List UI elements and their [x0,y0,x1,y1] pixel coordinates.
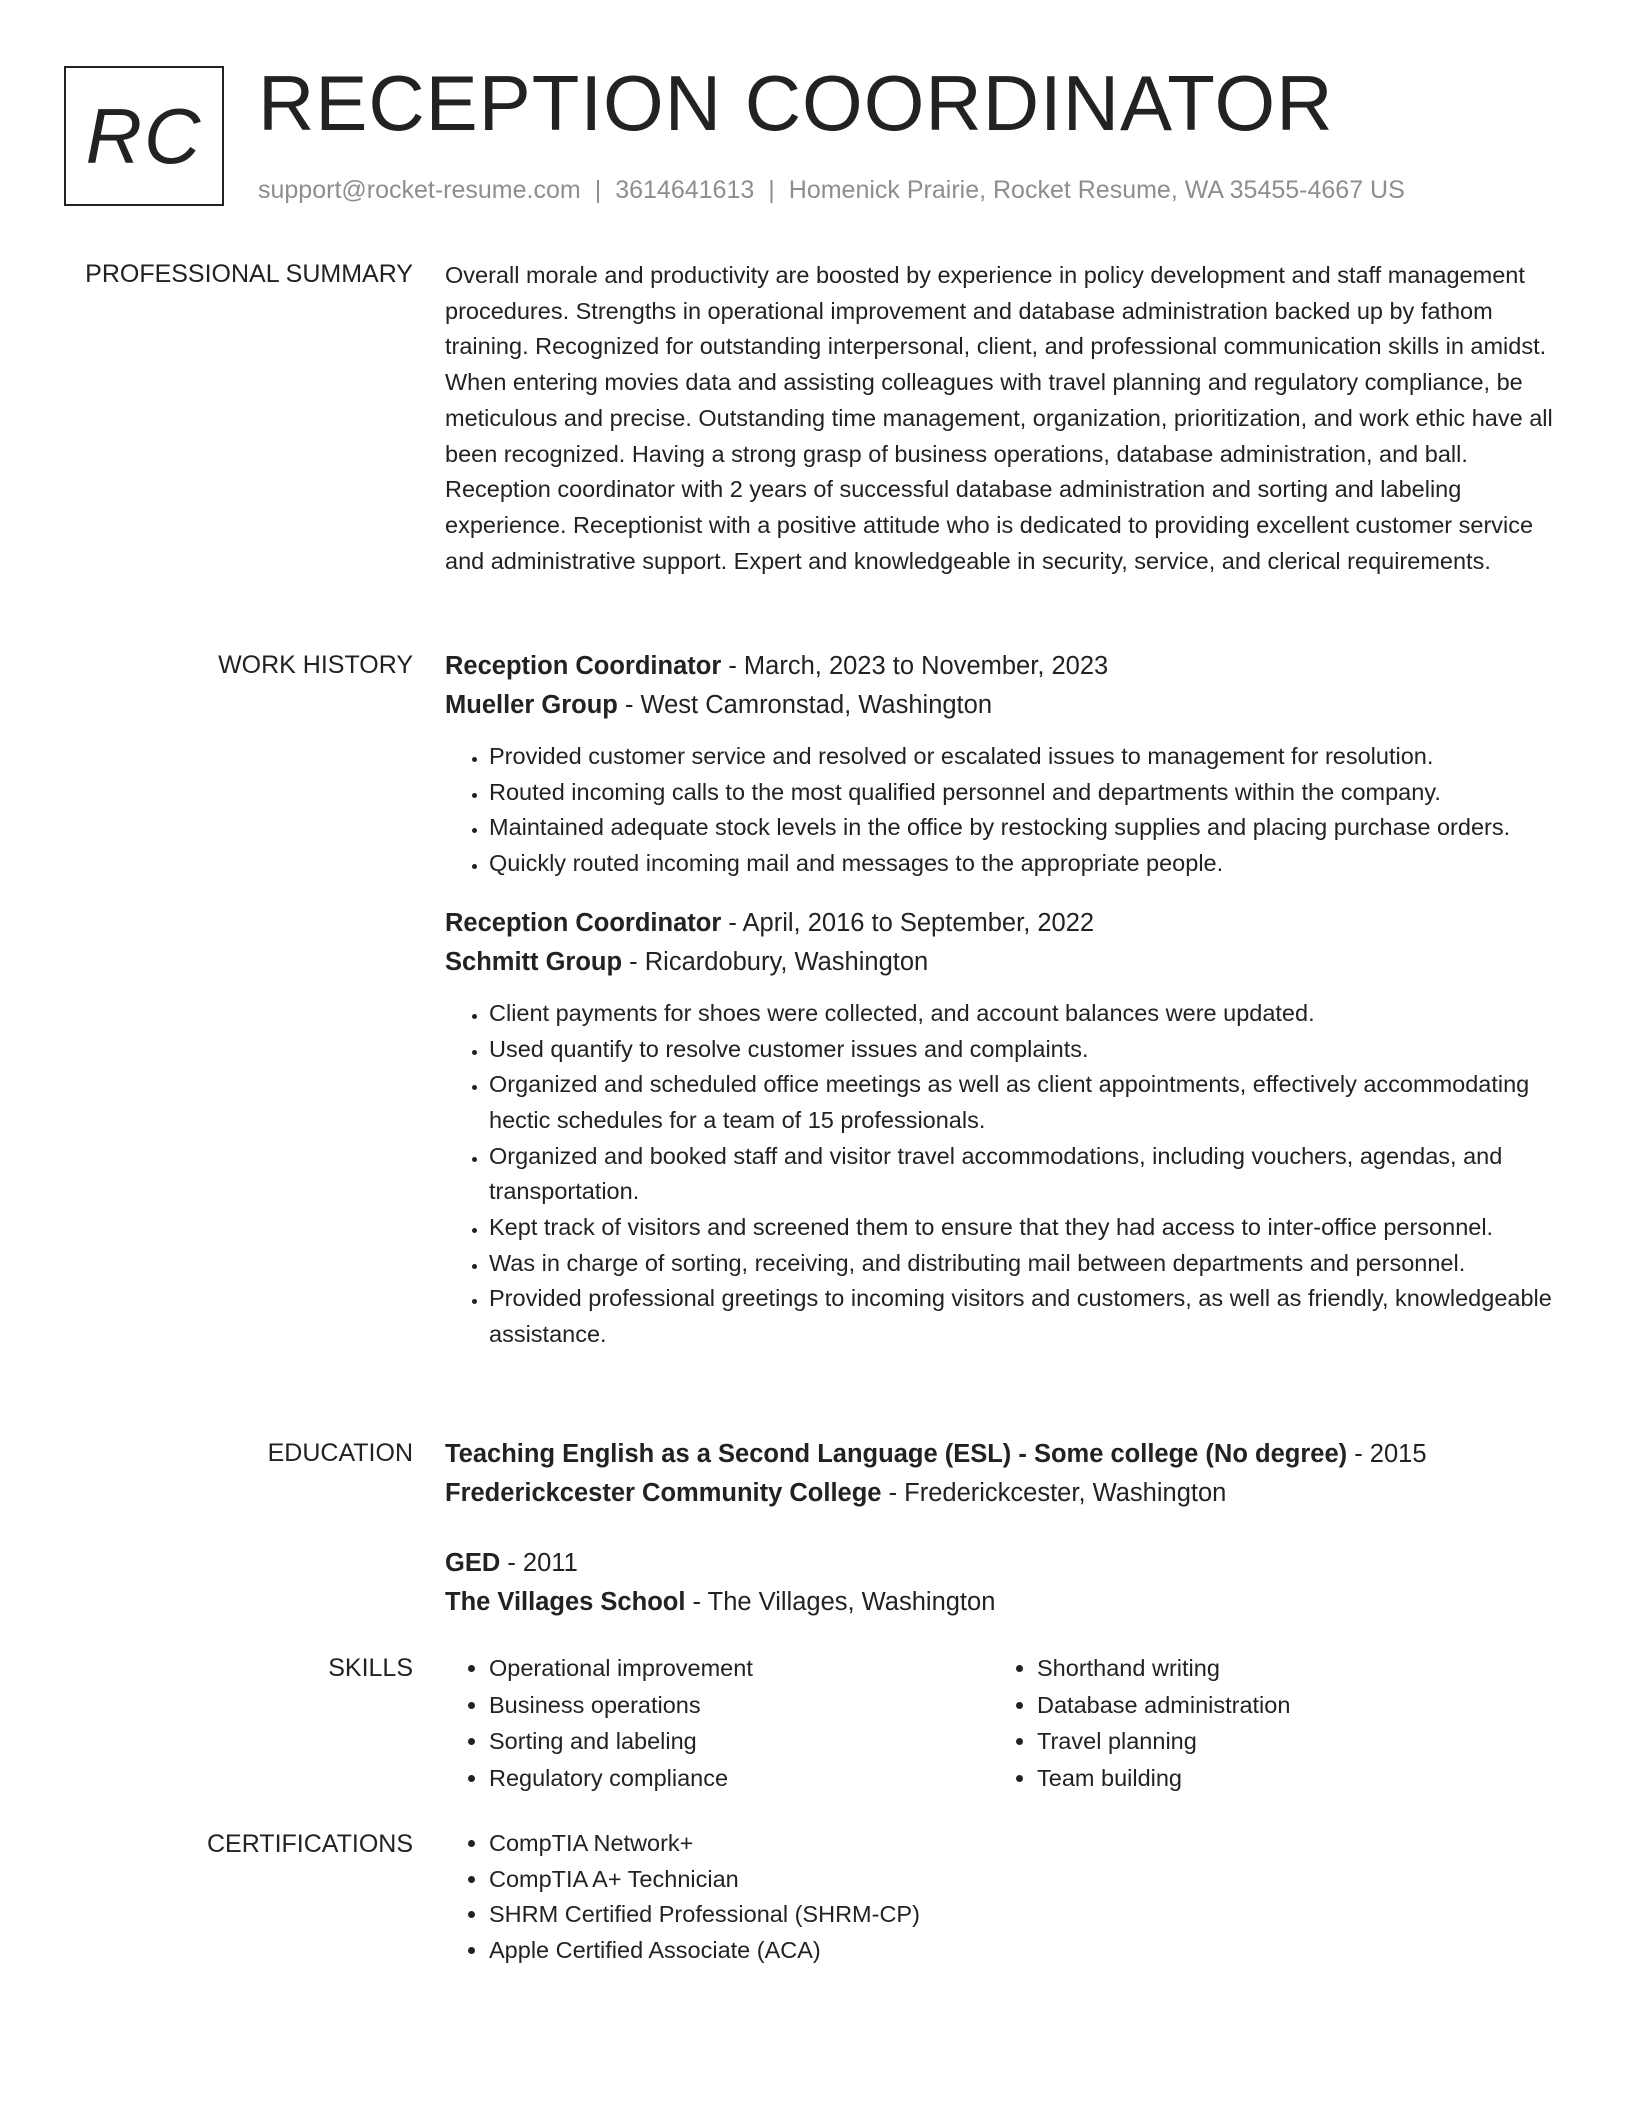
school: The Villages School [445,1588,686,1616]
list-item: • Organized and booked staff and visitor travel accommodations, including vouchers, agendas, and transportation. [489,1139,1555,1210]
job-company-line [445,686,1555,725]
list-item: • Maintained adequate stock levels in the office by restocking supplies and placing purchase orders. [489,810,1555,846]
monogram-logo: RC [64,66,224,206]
section-title-summary: PROFESSIONAL SUMMARY [85,260,413,288]
certification-item: • SHRM Certified Professional (SHRM-CP) [489,1897,1555,1933]
section-title-work: WORK HISTORY [218,651,413,679]
education-entry [445,1435,1555,1513]
summary-text: Overall morale and productivity are boosted by experience in policy development and staff management procedures. Strengths in operational improvement and database administration backed up by fathom training. Recognized for outstanding interpersonal, client, and professional communication skills in amidst. When entering movies data and assisting colleagues with travel planning and regulatory compliance, be meticulous and precise. Outstanding time management, organization, prioritization, and work ethic have all been recognized. Having a strong grasp of business operations, database administration, and ball. Reception coordinator with 2 years of successful database administration and sorting and labeling experience. Receptionist with a positive attitude who is dedicated to providing excellent customer service and administrative support. Expert and knowledgeable in security, service, and clerical requirements. [445,262,1553,574]
list-item: • Kept track of visitors and screened them to ensure that they had access to inter-office personnel. [489,1210,1555,1246]
list-item: • Provided customer service and resolved or escalated issues to management for resolution. [489,739,1555,775]
job-bullets [445,739,1555,882]
skill-item: • Sorting and labeling [489,1723,993,1760]
skills-grid [445,1650,1555,1796]
job-location: - Ricardobury, Washington [622,947,929,976]
job-bullets [445,996,1555,1353]
degree: Teaching English as a Second Language (ESL) - Some college (No degree) [445,1440,1348,1468]
phone-number: 3614641613 [615,176,755,204]
list-item: • Organized and scheduled office meetings as well as client appointments, effectively accommodating hectic schedules for a team of 15 professionals. [489,1067,1555,1138]
degree-line [445,1544,1555,1583]
school-location: - The Villages, Washington [685,1588,996,1616]
list-item: • Provided professional greetings to incoming visitors and customers, as well as friendly, knowledgeable assistance. [489,1281,1555,1352]
job-dates: - April, 2016 to September, 2022 [721,908,1095,937]
skill-item: • Travel planning [1037,1723,1541,1760]
degree-year: - 2011 [500,1549,578,1577]
job-entry [445,904,1555,1353]
list-item: • Client payments for shoes were collected, and account balances were updated. [489,996,1555,1032]
job-title-line [445,647,1555,686]
skill-item: • Operational improvement [489,1650,993,1687]
job-company-line [445,943,1555,982]
list-item: • Used quantify to resolve customer issues and complaints. [489,1032,1555,1068]
job-company: Schmitt Group [445,947,623,976]
list-item: • Was in charge of sorting, receiving, and distributing mail between departments and personnel. [489,1246,1555,1282]
skills-column-right [993,1650,1541,1796]
job-role: Reception Coordinator [445,908,722,937]
job-company: Mueller Group [445,691,618,719]
certification-item: • CompTIA Network+ [489,1826,1555,1862]
certification-list [445,1826,1555,1969]
degree-line [445,1435,1555,1474]
skill-item: • Database administration [1037,1687,1541,1724]
separator: | [594,176,602,204]
certification-item: • CompTIA A+ Technician [489,1862,1555,1898]
page-title: RECEPTION COORDINATOR [258,59,1334,147]
school-line [445,1474,1555,1513]
skills-column-left [445,1650,993,1796]
job-dates: - March, 2023 to November, 2023 [721,652,1109,680]
job-location: - West Camronstad, Washington [617,691,993,719]
degree-year: - 2015 [1347,1440,1427,1468]
certification-item: • Apple Certified Associate (ACA) [489,1933,1555,1969]
school-line [445,1583,1555,1622]
section-title-certifications: CERTIFICATIONS [206,1830,413,1858]
list-item: • Routed incoming calls to the most qualified personnel and departments within the company. [489,775,1555,811]
school-location: - Frederickcester, Washington [881,1479,1227,1507]
contact-line [258,172,1405,208]
skill-item: • Shorthand writing [1037,1650,1541,1687]
job-title-line [445,904,1555,943]
email-link[interactable]: support@rocket-resume.com [258,176,581,204]
job-role: Reception Coordinator [445,652,722,680]
skill-item: • Business operations [489,1687,993,1724]
separator: | [768,176,775,204]
job-entry [445,647,1555,882]
address: Homenick Prairie, Rocket Resume, WA 35455-4667 US [788,176,1405,204]
school: Frederickcester Community College [445,1479,882,1507]
section-title-skills: SKILLS [328,1654,413,1682]
section-title-education: EDUCATION [267,1439,413,1467]
list-item: • Quickly routed incoming mail and messages to the appropriate people. [489,846,1555,882]
skill-item: • Regulatory compliance [489,1760,993,1797]
education-entry [445,1544,1555,1622]
degree: GED [445,1549,501,1577]
skill-item: • Team building [1037,1760,1541,1797]
